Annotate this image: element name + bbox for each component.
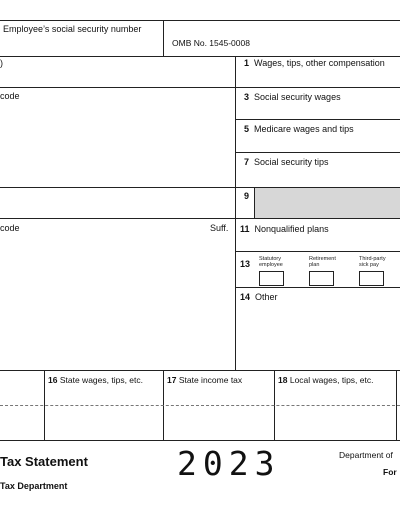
box-18-number: 18 — [278, 375, 288, 385]
tax-year: 2023 — [177, 444, 281, 483]
box-17-label: State income tax — [178, 375, 243, 385]
box-9-shaded — [254, 188, 400, 218]
third-party-sick-pay-checkbox[interactable] — [359, 271, 384, 286]
third-party-sick-pay-label: Third-party sick pay — [359, 256, 386, 268]
for-label: For — [383, 467, 397, 477]
box-5 — [244, 124, 354, 135]
box-11-number: 11 — [240, 224, 250, 234]
rule-row-11 — [235, 251, 400, 252]
rule-row-1 — [0, 87, 400, 88]
ssn-label: Employee’s social security number — [3, 24, 142, 34]
box-13-number: 13 — [240, 259, 251, 269]
department-label: Department of — [339, 450, 393, 460]
box-16-label: State wages, tips, etc. — [59, 375, 143, 385]
rule-header-bottom — [0, 56, 400, 57]
rule-state-dashed — [0, 405, 400, 406]
box-5-label: Medicare wages and tips — [254, 124, 354, 134]
zip-code-label-1: code — [0, 91, 20, 101]
box-11-label: Nonqualified plans — [254, 224, 329, 234]
tax-department-label: Tax Department — [0, 481, 68, 491]
rule-top — [0, 20, 400, 21]
box-9-number: 9 — [244, 191, 250, 201]
box-17 — [167, 375, 242, 386]
box-14-number: 14 — [240, 292, 251, 302]
rule-box-9-inner — [254, 188, 255, 218]
form-title: Tax Statement — [0, 454, 88, 469]
rule-row-9 — [0, 218, 400, 219]
box-7-label: Social security tips — [254, 157, 329, 167]
box-14 — [240, 292, 278, 303]
box-18 — [278, 375, 373, 386]
rule-row-5 — [235, 152, 400, 153]
left-label-a: ) — [0, 58, 3, 68]
rule-ssn-divider — [163, 20, 164, 56]
rule-main-divider — [235, 56, 236, 370]
retirement-plan-label: Retirement plan — [309, 256, 336, 268]
statutory-employee-label: Statutory employee — [259, 256, 283, 268]
omb-number: OMB No. 1545-0008 — [172, 38, 250, 48]
box-3-number: 3 — [244, 92, 250, 102]
statutory-employee-checkbox[interactable] — [259, 271, 284, 286]
box-16-number: 16 — [48, 375, 58, 385]
rule-row-13 — [235, 287, 400, 288]
rule-row-3 — [235, 119, 400, 120]
box-14-label: Other — [255, 292, 278, 302]
rule-state-bottom — [0, 440, 400, 441]
box-5-number: 5 — [244, 124, 250, 134]
box-1-label: Wages, tips, other compensation — [254, 58, 385, 68]
rule-state-top — [0, 370, 400, 371]
box-7 — [244, 157, 329, 168]
zip-code-label-2: code — [0, 223, 20, 233]
suffix-label: Suff. — [210, 223, 229, 233]
box-18-label: Local wages, tips, etc. — [289, 375, 374, 385]
box-1 — [244, 58, 385, 69]
box-11 — [240, 224, 329, 235]
retirement-plan-checkbox[interactable] — [309, 271, 334, 286]
box-3-label: Social security wages — [254, 92, 341, 102]
box-3 — [244, 92, 341, 103]
box-1-number: 1 — [244, 58, 250, 68]
box-17-number: 17 — [167, 375, 177, 385]
box-7-number: 7 — [244, 157, 250, 167]
box-16 — [48, 375, 143, 386]
